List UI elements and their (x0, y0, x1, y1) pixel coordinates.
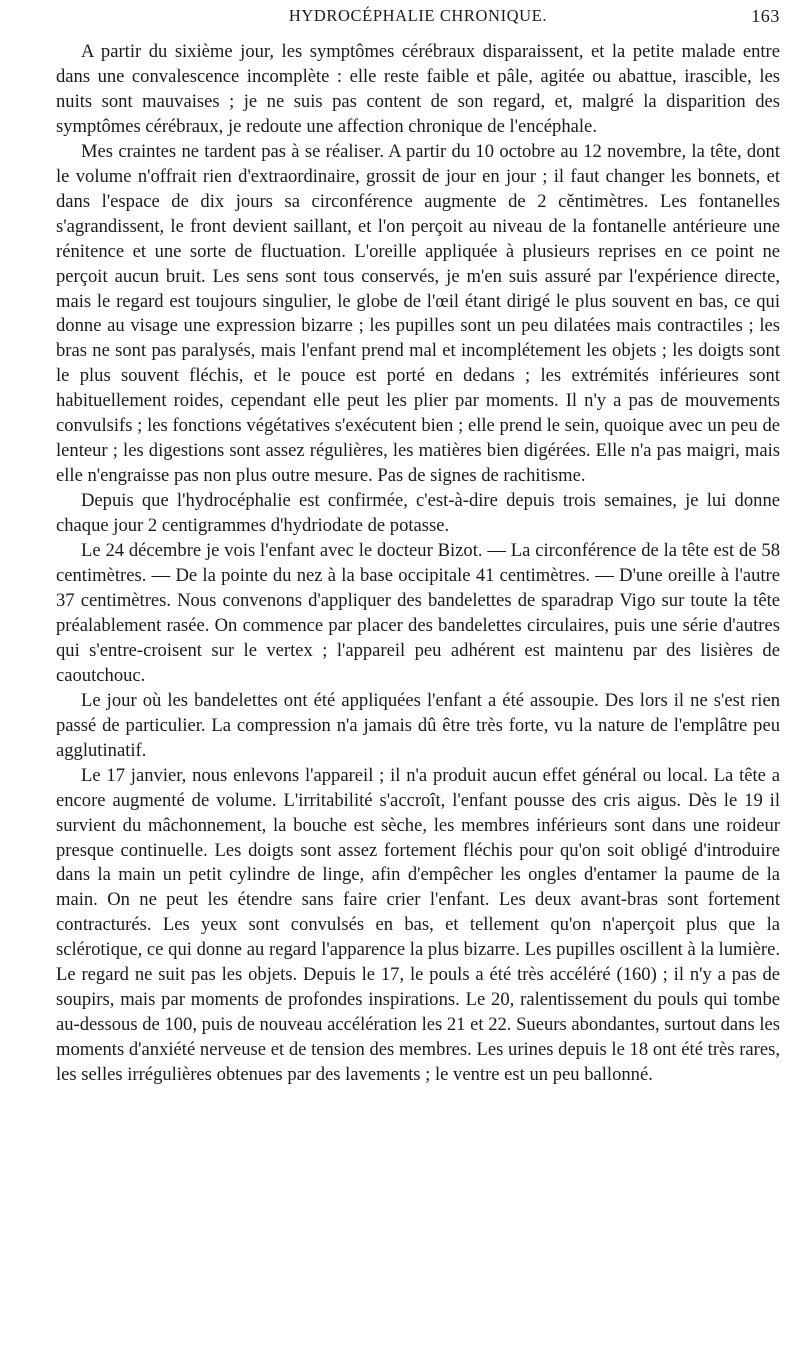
paragraph: A partir du sixième jour, les symptômes cérébraux disparaissent, et la petite malade entre dans une convalescence incomplète : elle reste faible et pâle, agitée ou abattue, irascible, les nuits sont mauvaises ; je ne suis pas content de son regard, et, malgré la disparition des symptômes cérébraux, je redoute une affection chronique de l'encéphale. (56, 41, 780, 137)
body-text (56, 40, 780, 1088)
running-title: HYDROCÉPHALIE CHRONIQUE. (288, 6, 548, 25)
page-number: 163 (751, 6, 780, 26)
paragraph: Mes craintes ne tardent pas à se réaliser. A partir du 10 octobre au 12 novembre, la tête, dont le volume n'offrait rien d'extraordinaire, grossit de jour en jour ; il faut changer les bonnets, et dans l'espace de dix jours sa circonférence augmente de 2 cěntimètres. Les fontanelles s'agrandissent, le front devient saillant, et l'on perçoit au niveau de la fontanelle antérieure une rénitence et une sorte de fluctuation. L'oreille appliquée à plusieurs reprises en ce point ne perçoit aucun bruit. Les sens sont tous conservés, je m'en suis assuré par l'expérience directe, mais le regard est toujours singulier, le globe de l'œil étant dirigé le plus souvent en bas, ce qui donne au visage une expression bizarre ; les pupilles sont un peu dilatées mais contractiles ; les bras ne sont pas paralysés, mais l'enfant prend mal et incomplétement les objets ; les doigts sont le plus souvent fléchis, et le pouce est porté en dedans ; les extrémités inférieures sont habituellement roides, cependant elle peut les plier par moments. Il n'y a pas de mouvements convulsifs ; les fonctions végétatives s'exécutent bien ; elle prend le sein, quoique avec un peu de lenteur ; les digestions sont assez régulières, les matières bien digérées. Elle n'a pas maigri, mais elle n'engraisse pas non plus outre mesure. Pas de signes de rachitisme. (56, 140, 780, 487)
book-page (56, 6, 780, 1088)
paragraph: Depuis que l'hydrocéphalie est confirmée, c'est-à-dire depuis trois semaines, je lui donne chaque jour 2 centigrammes d'hydriodate de potasse. (56, 490, 780, 537)
paragraph: Le 17 janvier, nous enlevons l'appareil ; il n'a produit aucun effet général ou local. La tête a encore augmenté de volume. L'irritabilité s'accroît, l'enfant pousse des cris aigus. Dès le 19 il survient du mâchonnement, la bouche est sèche, les membres inférieurs sont dans une roideur presque continuelle. Les doigts sont assez fortement fléchis pour qu'on soit obligé d'introduire dans la main un petit cylindre de linge, afin d'empêcher les ongles d'entamer la paume de la main. On ne peut les étendre sans faire crier l'enfant. Les deux avant-bras sont fortement contracturés. Les yeux sont convulsés en bas, et tellement qu'on n'aperçoit plus que la sclérotique, ce qui donne au regard l'apparence la plus bizarre. Les pupilles oscillent à la lumière. Le regard ne suit pas les objets. Depuis le 17, le pouls a été très accéléré (160) ; il n'y a pas de soupirs, mais par moments de profondes inspirations. Le 20, ralentissement du pouls qui tombe au-dessous de 100, puis de nouveau accélération les 21 et 22. Sueurs abondantes, surtout dans les moments d'anxiété nerveuse et de tension des membres. Les urines depuis le 18 ont été très rares, les selles irrégulières obtenues par des lavements ; le ventre est un peu ballonné. (56, 764, 780, 1086)
page-header (56, 6, 780, 32)
paragraph: Le 24 décembre je vois l'enfant avec le docteur Bizot. — La circonférence de la tête est de 58 centimètres. — De la pointe du nez à la base occipitale 41 centimètres. — D'une oreille à l'autre 37 centimètres. Nous convenons d'appliquer des bandelettes de sparadrap Vigo sur toute la tête préalablement rasée. On commence par placer des bandelettes circulaires, puis une série d'autres qui s'entre-croisent sur le vertex ; l'appareil peu adhérent est maintenu par des lisières de caoutchouc. (56, 540, 780, 686)
paragraph: Le jour où les bandelettes ont été appliquées l'enfant a été assoupie. Des lors il ne s'est rien passé de particulier. La compression n'a jamais dû être très forte, vu la nature de l'emplâtre peu agglutinatif. (56, 689, 780, 761)
